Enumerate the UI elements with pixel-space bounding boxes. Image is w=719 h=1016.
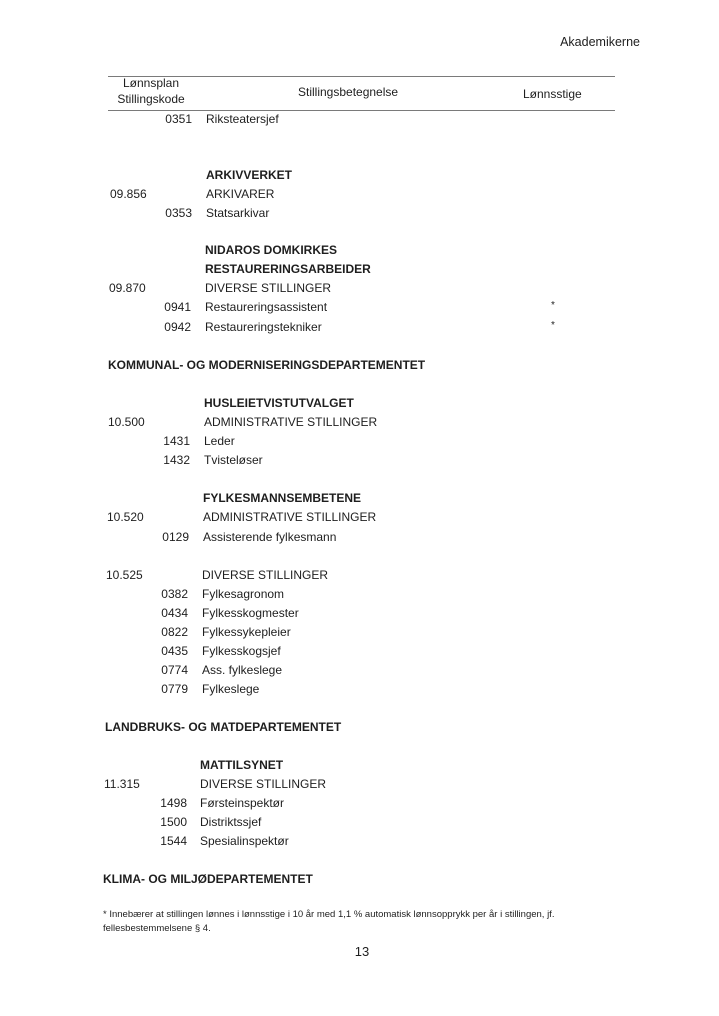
position-code: 0779 [161, 682, 188, 696]
position-code: 1432 [163, 453, 190, 467]
position-code: 0774 [161, 663, 188, 677]
agency-heading: RESTAURERINGSARBEIDER [205, 262, 371, 276]
position-code: 1431 [163, 434, 190, 448]
position-group: ARKIVARER [206, 187, 275, 201]
agency-heading: HUSLEIETVISTUTVALGET [204, 396, 354, 410]
position-code: 1500 [160, 815, 187, 829]
agency-heading: NIDAROS DOMKIRKES [205, 243, 338, 257]
position-code: 1544 [160, 834, 187, 848]
salary-scale-asterisk: * [551, 320, 555, 331]
page-number: 13 [354, 944, 370, 959]
agency-heading: MATTILSYNET [200, 758, 284, 772]
ministry-heading: KLIMA- OG MILJØDEPARTEMENTET [103, 872, 313, 886]
col-header-lonnsstige: Lønnsstige [523, 87, 582, 101]
position-code: 0351 [165, 112, 192, 126]
position-group: DIVERSE STILLINGER [205, 281, 332, 295]
position-group: ADMINISTRATIVE STILLINGER [203, 510, 377, 524]
salary-scale-asterisk: * [551, 300, 555, 311]
table-header-rule [108, 110, 615, 111]
wage-plan-number: 10.500 [108, 415, 145, 429]
position-code: 0129 [162, 530, 189, 544]
position-title: Fylkesskogsjef [202, 644, 281, 658]
position-title: Tvisteløser [204, 453, 263, 467]
wage-plan-number: 09.870 [109, 281, 146, 295]
position-title: Fylkeslege [202, 682, 260, 696]
position-title: Statsarkivar [206, 206, 270, 220]
col-header-lonnsplan: Lønnsplan [122, 76, 180, 90]
wage-plan-number: 10.525 [106, 568, 143, 582]
position-title: Riksteatersjef [206, 112, 279, 126]
wage-plan-number: 09.856 [110, 187, 147, 201]
agency-heading: FYLKESMANNSEMBETENE [203, 491, 362, 505]
position-title: Fylkessykepleier [202, 625, 291, 639]
position-code: 0353 [165, 206, 192, 220]
position-code: 1498 [160, 796, 187, 810]
position-title: Leder [204, 434, 235, 448]
position-title: Assisterende fylkesmann [203, 530, 337, 544]
position-code: 0435 [161, 644, 188, 658]
position-code: 0941 [164, 300, 191, 314]
position-group: ADMINISTRATIVE STILLINGER [204, 415, 378, 429]
position-group: DIVERSE STILLINGER [200, 777, 327, 791]
position-title: Restaureringsassistent [205, 300, 328, 314]
position-title: Spesialinspektør [200, 834, 289, 848]
ministry-heading: LANDBRUKS- OG MATDEPARTEMENTET [105, 720, 342, 734]
ministry-heading: KOMMUNAL- OG MODERNISERINGSDEPARTEMENTET [108, 358, 426, 372]
position-title: Fylkesagronom [202, 587, 285, 601]
position-group: DIVERSE STILLINGER [202, 568, 329, 582]
position-title: Distriktssjef [200, 815, 262, 829]
position-code: 0942 [164, 320, 191, 334]
position-title: Ass. fylkeslege [202, 663, 283, 677]
position-code: 0822 [161, 625, 188, 639]
position-code: 0434 [161, 606, 188, 620]
wage-plan-number: 10.520 [107, 510, 144, 524]
position-title: Fylkesskogmester [202, 606, 299, 620]
col-header-stillingsbetegnelse: Stillingsbetegnelse [298, 85, 399, 99]
agency-heading: ARKIVVERKET [206, 168, 293, 182]
footnote: * Innebærer at stillingen lønnes i lønnsstige i 10 år med 1,1 % automatisk lønnsopprykk per år i stillingen, jf. fellesbestemmelsene § 4. [103, 909, 555, 934]
col-header-stillingskode: Stillingskode [117, 92, 185, 106]
organization-name: Akademikerne [560, 35, 640, 49]
position-code: 0382 [161, 587, 188, 601]
position-title: Restaureringstekniker [205, 320, 322, 334]
position-title: Førsteinspektør [200, 796, 285, 810]
wage-plan-number: 11.315 [104, 777, 140, 791]
